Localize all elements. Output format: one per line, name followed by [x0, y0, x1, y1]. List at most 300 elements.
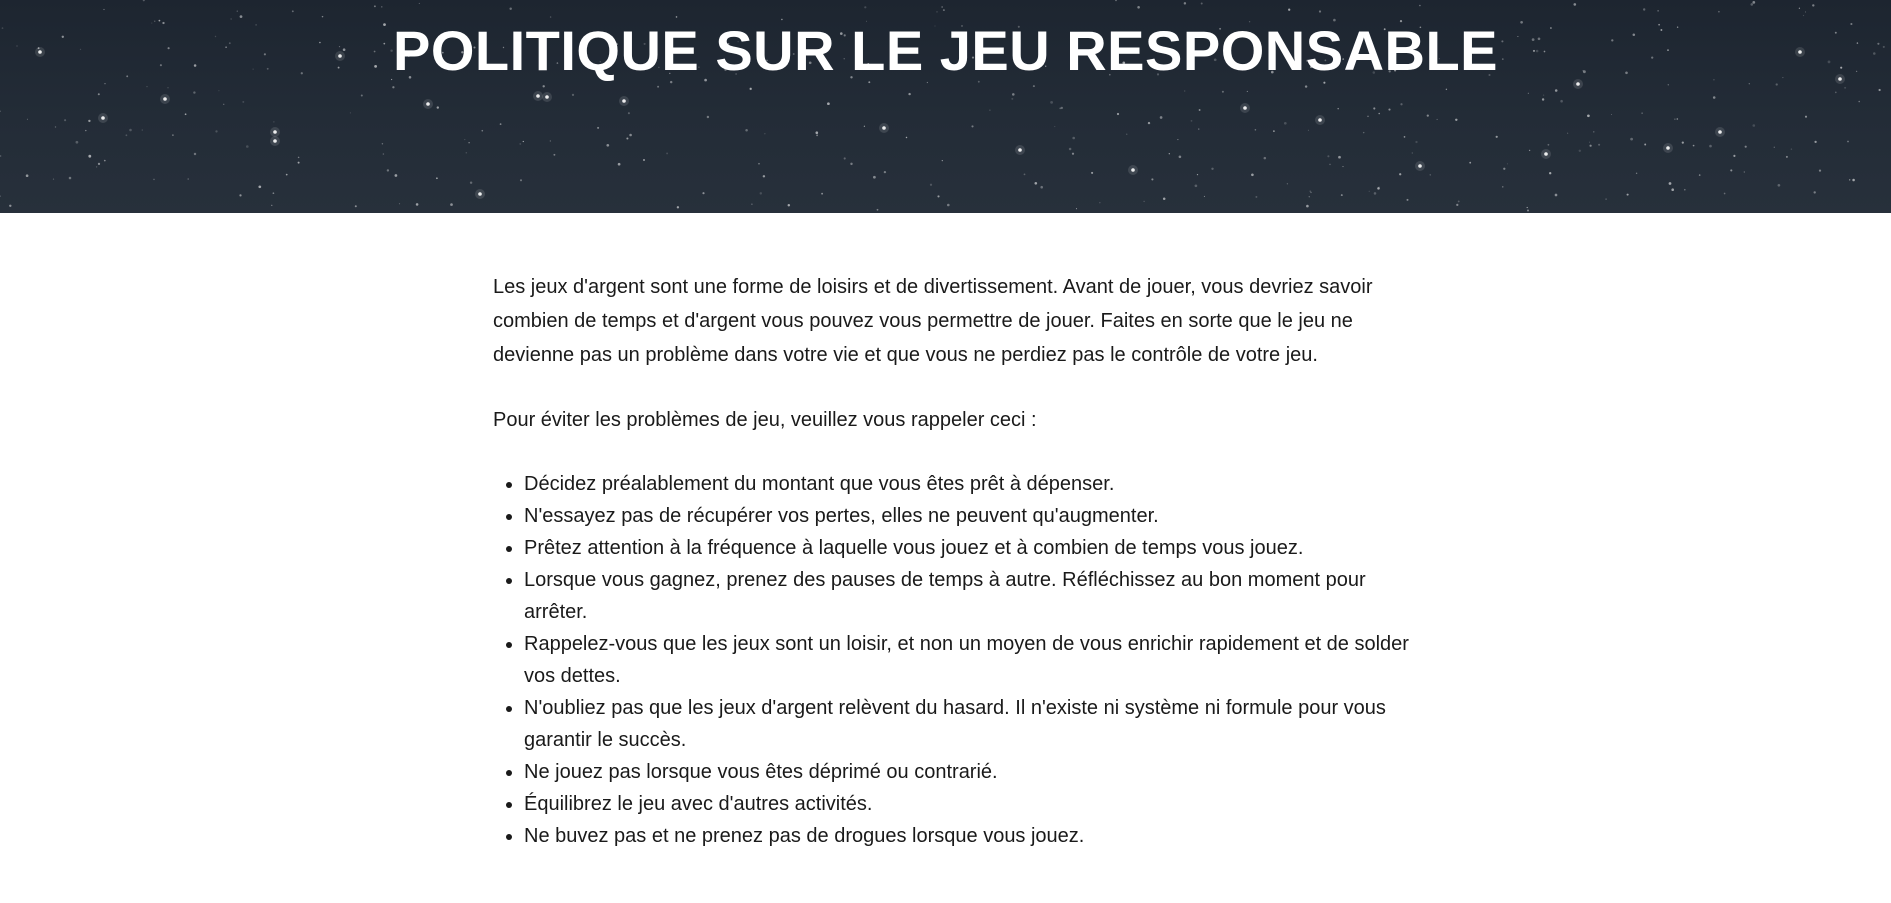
star-dot — [1593, 131, 1594, 132]
star-dot — [1012, 93, 1015, 96]
star-dot — [523, 141, 524, 142]
star-dot — [1198, 129, 1199, 130]
star-bright — [1018, 148, 1022, 152]
star-dot — [1337, 108, 1339, 110]
star-dot — [1446, 89, 1447, 90]
star-dot — [387, 169, 389, 171]
star-dot — [1630, 138, 1633, 141]
star-dot — [666, 152, 668, 154]
lead-paragraph: Pour éviter les problèmes de jeu, veuillez vous rappeler ceci : — [493, 409, 1037, 431]
star-dot — [1310, 191, 1311, 192]
star-dot — [1399, 173, 1401, 175]
star-dot — [643, 159, 645, 161]
star-dot — [1724, 193, 1726, 195]
star-dot — [1199, 109, 1201, 111]
star-dot — [1204, 196, 1205, 197]
star-dot — [1730, 169, 1732, 171]
star-dot — [1527, 207, 1528, 208]
star-dot — [242, 101, 244, 103]
star-dot — [1034, 182, 1037, 185]
star-dot — [1812, 4, 1814, 6]
star-dot — [1197, 174, 1198, 175]
star-dot — [419, 3, 420, 4]
star-dot — [745, 129, 748, 132]
star-dot — [383, 153, 385, 155]
star-dot — [26, 174, 29, 177]
star-dot — [1179, 156, 1182, 159]
star-dot — [1195, 184, 1198, 187]
star-dot — [450, 203, 453, 206]
star-dot — [1814, 141, 1816, 143]
star-dot — [1579, 150, 1581, 152]
star-dot — [1137, 6, 1140, 9]
star-dot — [1543, 94, 1544, 95]
star-dot — [1684, 189, 1686, 191]
star-bright — [273, 130, 277, 134]
star-dot — [1329, 164, 1331, 166]
star-dot — [1040, 186, 1043, 189]
tips-list — [493, 468, 1413, 852]
star-dot — [553, 154, 555, 156]
star-dot — [1502, 186, 1503, 187]
star-dot — [629, 134, 632, 137]
list-item: • Ne jouez pas lorsque vous êtes déprimé ou contrarié. — [524, 756, 1413, 788]
star-bright — [426, 102, 430, 106]
star-dot — [1598, 144, 1600, 146]
star-dot — [436, 177, 438, 179]
star-dot — [844, 157, 846, 159]
star-dot — [1160, 116, 1163, 119]
star-dot — [69, 177, 72, 180]
star-dot — [9, 205, 11, 207]
star-dot — [1627, 194, 1629, 196]
star-dot — [821, 193, 823, 195]
list-item: • N'oubliez pas que les jeux d'argent relèvent du hasard. Il n'existe ni système ni formule pour vous garantir le succès. — [524, 692, 1413, 756]
star-dot — [1844, 87, 1846, 89]
star-dot — [936, 11, 937, 12]
star-dot — [1427, 114, 1429, 116]
star-dot — [1377, 187, 1380, 190]
star-dot — [657, 86, 659, 88]
star-dot — [1774, 147, 1775, 148]
star-dot — [0, 195, 1, 197]
star-bright — [882, 126, 886, 130]
star-dot — [1805, 11, 1806, 12]
star-dot — [519, 143, 521, 145]
star-dot — [395, 174, 398, 177]
star-bright — [622, 99, 626, 103]
star-dot — [470, 181, 472, 183]
star-dot — [1693, 145, 1695, 147]
star-dot — [597, 127, 599, 129]
star-dot — [1548, 144, 1550, 146]
star-dot — [816, 134, 818, 136]
star-dot — [466, 152, 468, 154]
star-dot — [1644, 144, 1646, 146]
star-dot — [55, 126, 56, 127]
policy-content — [493, 270, 1413, 852]
star-dot — [1061, 107, 1063, 109]
star-dot — [815, 131, 818, 134]
star-dot — [1682, 141, 1684, 143]
star-dot — [1310, 192, 1312, 194]
star-dot — [1050, 101, 1053, 104]
star-dot — [606, 144, 609, 147]
star-dot — [1587, 114, 1590, 117]
star-dot — [1251, 173, 1254, 176]
star-dot — [129, 129, 132, 132]
star-dot — [1169, 153, 1170, 154]
star-dot — [1184, 2, 1186, 4]
star-dot — [864, 126, 865, 127]
star-dot — [1338, 156, 1341, 159]
star-dot — [1799, 8, 1800, 9]
star-dot — [355, 205, 357, 207]
star-bright — [1131, 168, 1135, 172]
star-dot — [1072, 153, 1074, 155]
star-dot — [1255, 129, 1257, 131]
star-dot — [1255, 196, 1257, 198]
star-dot — [1753, 124, 1756, 127]
star-dot — [1657, 10, 1658, 11]
star-dot — [1858, 101, 1860, 103]
star-dot — [1222, 91, 1224, 93]
star-dot — [1069, 148, 1072, 151]
star-dot — [1117, 113, 1119, 115]
star-dot — [1308, 130, 1309, 131]
star-dot — [1752, 1, 1755, 4]
star-dot — [1709, 145, 1712, 148]
star-dot — [143, 0, 145, 1]
star-dot — [788, 204, 790, 206]
star-dot — [286, 174, 288, 176]
star-dot — [1369, 191, 1370, 192]
star-dot — [85, 130, 86, 131]
star-dot — [1024, 174, 1026, 176]
star-dot — [1835, 92, 1837, 94]
star-dot — [1503, 168, 1505, 170]
star-dot — [223, 104, 224, 105]
star-dot — [1011, 98, 1013, 100]
star-dot — [989, 109, 991, 111]
star-bright — [478, 192, 482, 196]
star-dot — [1674, 118, 1675, 119]
star-bright — [1666, 146, 1670, 150]
star-dot — [126, 134, 128, 136]
star-dot — [1273, 130, 1275, 132]
star-bright — [163, 97, 167, 101]
star-dot — [749, 88, 751, 90]
star-dot — [1319, 10, 1321, 12]
star-dot — [1437, 119, 1438, 120]
star-dot — [361, 94, 363, 96]
star-dot — [399, 203, 400, 204]
star-dot — [520, 179, 522, 181]
star-dot — [1507, 163, 1508, 164]
star-bright — [1318, 118, 1322, 122]
star-dot — [1415, 141, 1417, 143]
star-dot — [1549, 172, 1551, 174]
star-dot — [98, 93, 100, 95]
star-dot — [543, 85, 545, 87]
star-dot — [884, 171, 886, 173]
star-dot — [153, 179, 155, 181]
star-dot — [1143, 201, 1144, 202]
star-dot — [702, 192, 704, 194]
star-dot — [763, 175, 765, 177]
star-dot — [1605, 198, 1607, 200]
star-dot — [88, 155, 91, 158]
star-dot — [1713, 96, 1716, 99]
star-dot — [1636, 173, 1637, 174]
star-dot — [943, 9, 945, 11]
star-dot — [947, 204, 950, 207]
star-dot — [1643, 8, 1645, 10]
star-dot — [98, 163, 100, 165]
star-dot — [827, 102, 830, 105]
list-item: • N'essayez pas de récupérer vos pertes, elles ne peuvent qu'augmenter. — [524, 500, 1413, 532]
star-dot — [172, 134, 174, 136]
star-dot — [1309, 196, 1310, 197]
star-bright — [1718, 130, 1722, 134]
list-item: • Équilibrez le jeu avec d'autres activités. — [524, 788, 1413, 820]
star-dot — [942, 6, 943, 7]
star-dot — [1373, 107, 1375, 109]
hero-banner — [0, 0, 1891, 213]
star-dot — [760, 192, 762, 194]
star-dot — [1072, 137, 1075, 140]
star-bright — [536, 94, 540, 98]
list-item: • Décidez préalablement du montant que vous êtes prêt à dépenser. — [524, 468, 1413, 500]
star-dot — [1641, 112, 1642, 113]
star-dot — [758, 163, 760, 165]
star-dot — [1148, 122, 1150, 124]
star-dot — [707, 116, 709, 118]
star-dot — [239, 194, 241, 196]
star-dot — [1163, 197, 1166, 200]
star-dot — [142, 129, 144, 131]
star-dot — [1455, 119, 1457, 121]
star-dot — [27, 119, 28, 120]
star-dot — [1412, 152, 1413, 153]
star-dot — [1458, 200, 1460, 202]
star-dot — [88, 120, 90, 122]
star-dot — [103, 9, 104, 10]
star-dot — [185, 113, 187, 115]
star-dot — [1573, 3, 1576, 6]
list-item: • Ne buvez pas et ne prenez pas de drogues lorsque vous jouez. — [524, 820, 1413, 852]
star-dot — [1699, 174, 1701, 176]
list-item: • Prêtez attention à la fréquence à laquelle vous jouez et à combien de temps vous jouez. — [524, 532, 1413, 564]
page-title: POLITIQUE SUR LE JEU RESPONSABLE — [392, 19, 1499, 82]
star-bright — [101, 116, 105, 120]
star-dot — [1076, 208, 1077, 209]
star-dot — [942, 160, 943, 161]
star-dot — [146, 86, 147, 87]
star-dot — [764, 133, 765, 134]
star-dot — [1786, 156, 1788, 158]
star-dot — [381, 6, 382, 7]
star-dot — [246, 145, 249, 148]
star-dot — [1115, 0, 1117, 1]
star-dot — [971, 125, 973, 127]
star-dot — [1456, 204, 1458, 206]
star-bright — [1544, 152, 1548, 156]
list-item: • Rappelez-vous que les jeux sont un loisir, et non un moyen de vous enrichir rapidement et de solder vos dettes. — [524, 628, 1413, 692]
star-dot — [1341, 194, 1343, 196]
star-dot — [0, 155, 1, 157]
star-dot — [464, 139, 465, 140]
star-dot — [215, 130, 217, 132]
star-dot — [298, 162, 300, 164]
star-dot — [64, 119, 66, 121]
star-dot — [1264, 157, 1267, 160]
star-dot — [550, 140, 551, 141]
star-dot — [298, 157, 300, 159]
star-dot — [1091, 172, 1093, 174]
star-dot — [1211, 168, 1213, 170]
star-dot — [1363, 132, 1364, 133]
intro-paragraph: Les jeux d'argent sont une forme de loisirs et de divertissement. Avant de jouer, vous devriez savoir combien de temps et d'argent vous pouvez vous permettre de jouer. Faites en sorte que le jeu ne devienne pas un problème dans votre vie et que vous ne perdiez pas le contrôle de votre jeu. — [493, 276, 1373, 366]
star-dot — [1054, 126, 1055, 127]
star-dot — [572, 94, 574, 96]
star-dot — [218, 90, 219, 91]
star-dot — [1327, 155, 1329, 157]
star-dot — [930, 184, 932, 186]
star-dot — [167, 87, 168, 88]
star-dot — [1126, 134, 1127, 135]
star-dot — [908, 93, 910, 95]
star-dot — [1567, 133, 1568, 134]
star-dot — [906, 137, 907, 138]
star-dot — [1778, 184, 1781, 187]
star-dot — [1151, 178, 1153, 180]
star-dot — [1819, 170, 1821, 172]
star-dot — [194, 153, 196, 155]
star-dot — [1814, 191, 1816, 193]
star-dot — [1750, 3, 1753, 6]
star-dot — [500, 123, 502, 125]
star-dot — [1669, 182, 1672, 185]
star-dot — [193, 91, 195, 93]
star-dot — [1400, 103, 1402, 105]
star-dot — [1805, 116, 1807, 118]
star-dot — [1852, 179, 1855, 182]
star-dot — [1733, 155, 1735, 157]
star-dot — [437, 106, 439, 108]
star-dot — [53, 179, 54, 180]
star-dot — [350, 112, 351, 113]
star-dot — [1671, 188, 1674, 191]
star-dot — [873, 176, 876, 179]
list-item: • Lorsque vous gagnez, prenez des pauses de temps à autre. Réfléchissez au bon moment pour arrêter. — [524, 564, 1413, 628]
star-dot — [374, 5, 376, 7]
star-dot — [509, 8, 511, 10]
star-dot — [864, 6, 866, 8]
star-dot — [1287, 183, 1288, 184]
star-dot — [1367, 116, 1368, 117]
star-dot — [1247, 91, 1248, 92]
star-bright — [1418, 164, 1422, 168]
star-dot — [1406, 199, 1408, 201]
star-dot — [237, 11, 238, 12]
star-bright — [1243, 106, 1247, 110]
star-dot — [1542, 98, 1544, 100]
star-dot — [1676, 118, 1678, 120]
star-bright — [273, 139, 277, 143]
star-dot — [382, 143, 383, 144]
star-dot — [1033, 85, 1035, 87]
star-dot — [1430, 174, 1431, 175]
star-dot — [392, 86, 394, 88]
star-dot — [628, 112, 630, 114]
star-dot — [187, 178, 189, 180]
star-dot — [1589, 142, 1590, 143]
star-dot — [877, 209, 879, 211]
star-dot — [271, 205, 272, 206]
star-dot — [618, 163, 621, 166]
star-dot — [1803, 15, 1804, 16]
star-dot — [1374, 192, 1377, 195]
star-dot — [1668, 84, 1669, 85]
star-dot — [1529, 150, 1530, 151]
star-dot — [1191, 120, 1193, 122]
star-dot — [677, 206, 679, 208]
star-dot — [416, 203, 419, 206]
star-dot — [1305, 85, 1307, 87]
star-dot — [1306, 205, 1309, 208]
star-dot — [76, 141, 79, 144]
star-dot — [1745, 146, 1747, 148]
star-dot — [1555, 194, 1558, 197]
star-dot — [0, 111, 1, 112]
star-dot — [626, 137, 628, 139]
star-dot — [1611, 114, 1612, 115]
star-dot — [1288, 9, 1290, 11]
star-dot — [273, 121, 274, 122]
star-dot — [1184, 90, 1185, 91]
star-dot — [1342, 166, 1343, 167]
star-dot — [258, 185, 261, 188]
star-dot — [96, 166, 97, 167]
star-dot — [1718, 11, 1720, 13]
star-dot — [1496, 136, 1498, 138]
star-dot — [1791, 148, 1792, 149]
star-dot — [1560, 100, 1563, 103]
star-dot — [1284, 122, 1287, 125]
star-dot — [937, 195, 939, 197]
star-dot — [1849, 179, 1850, 180]
star-dot — [292, 10, 294, 12]
star-dot — [1555, 89, 1558, 92]
star-dot — [1177, 139, 1178, 140]
star-dot — [273, 192, 275, 194]
star-bright — [545, 95, 549, 99]
star-dot — [850, 163, 852, 165]
star-dot — [1388, 109, 1390, 111]
star-dot — [481, 130, 483, 132]
star-dot — [1589, 145, 1591, 147]
star-dot — [1378, 113, 1380, 115]
star-dot — [1878, 89, 1880, 91]
star-dot — [1419, 5, 1421, 7]
star-dot — [1527, 209, 1529, 211]
star-dot — [1201, 3, 1203, 5]
star-dot — [1404, 136, 1406, 138]
star-dot — [1528, 93, 1529, 94]
star-dot — [1099, 202, 1101, 204]
star-dot — [751, 203, 753, 205]
